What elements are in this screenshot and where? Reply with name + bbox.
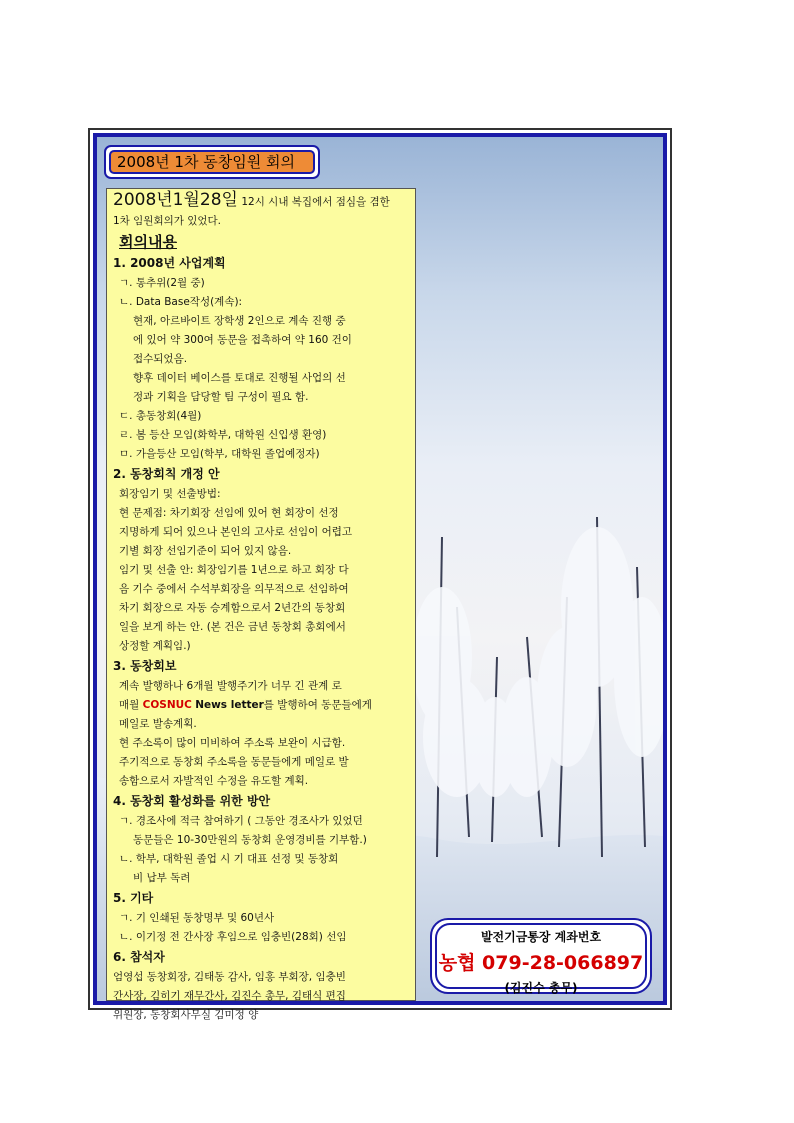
section-2-heading: 2. 동창회칙 개정 안 [113,467,220,481]
intro-text-2: 1차 임원회의가 있었다. [113,215,221,227]
section-4-line: ㄴ. 학부, 대학원 졸업 시 기 대표 선정 및 동창회 [119,853,339,865]
content-heading: 회의내용 [119,233,177,251]
section-1-line: ㄱ. 통추위(2월 중) [119,277,205,289]
section-3-text: 를 발행하여 동문들에게 [263,699,372,711]
account-info-inner [435,923,647,995]
section-3-line: 송함으로서 자발적인 수정을 유도할 계획. [119,775,309,787]
section-2-line: 일을 보게 하는 안. (본 건은 금년 동창회 총회에서 [119,621,346,633]
section-1-line: 현재, 아르바이트 장학생 2인으로 계속 진행 중 [133,315,346,327]
section-3-line: 메일로 발송계획. [119,718,197,730]
section-5-line: ㄴ. 이기정 전 간사장 후임으로 임충빈(28회) 선임 [119,931,347,943]
section-4-line: 비 납부 독려 [133,872,191,884]
section-1-line: ㄹ. 봄 등산 모임(화학부, 대학원 신입생 환영) [119,429,327,441]
section-2-line: 상정할 계획임.) [119,640,191,652]
cosnuc-label: COSNUC [142,699,192,711]
section-2-line: 차기 회장으로 자동 승계함으로서 2년간의 동창회 [119,602,346,614]
account-info-box [430,918,652,994]
section-1-line: 접수되었음. [133,353,188,365]
section-1-line: ㄴ. Data Base작성(계속): [119,296,243,308]
section-6-line: 간사장, 김히기 재무간사, 김진수 총무, 김태식 편집 [113,990,346,1002]
section-3-line: 계속 발행하나 6개월 발행주기가 너무 긴 관계 로 [119,680,342,692]
meeting-notes-panel [106,188,416,1021]
section-4-line: ㄱ. 경조사에 적극 참여하기 ( 그동안 경조사가 있었던 [119,815,363,827]
account-title: 발전기금통장 계좌번호 [480,930,602,944]
section-1-line: 에 있어 약 300여 동문을 접촉하여 약 160 건이 [133,334,352,346]
section-3-heading: 3. 동창회보 [113,659,177,673]
meeting-date: 2008년1월28일 [113,190,238,210]
section-5-line: ㄱ. 기 인쇄된 동창명부 및 60년사 [119,912,275,924]
section-3-line [113,696,415,715]
section-6-heading: 6. 참석자 [113,950,165,964]
title-box [104,145,320,179]
section-5-heading: 5. 기타 [113,891,154,905]
section-3-line: 현 주소록이 많이 미비하여 주소록 보완이 시급함. [119,737,346,749]
section-4-line: 동문들은 10-30만원의 동창회 운영경비를 기부함.) [133,834,367,846]
section-6-line: 엄영섭 동창회장, 김태동 감사, 임홍 부회장, 임충빈 [113,971,346,983]
section-1-line: 정과 기획을 담당할 팀 구성이 필요 함. [133,391,309,403]
section-2-line: 현 문제점: 차기회장 선임에 있어 현 회장이 선정 [119,507,339,519]
newsletter-label: News letter [195,699,264,711]
section-2-line: 음 기수 중에서 수석부회장을 의무적으로 선임하여 [119,583,349,595]
section-4-heading: 4. 동창회 활성화를 위한 방안 [113,794,271,808]
section-2-line: 기별 회장 선임기준이 되어 있지 않음. [119,545,292,557]
section-1-heading: 1. 2008년 사업계획 [113,256,226,270]
page-title: 2008년 1차 동창임원 회의 [109,150,315,174]
account-number: 농협 079-28-066897 [438,952,644,974]
intro-line-1 [113,191,415,212]
intro-text-1: 12시 시내 복집에서 점심을 겸한 [241,196,390,208]
section-1-line: 향후 데이터 베이스를 토대로 진행될 사업의 선 [133,372,346,384]
section-6-line: 위원장, 동창회사무실 김미정 양 [113,1009,259,1021]
section-1-line: ㅁ. 가을등산 모임(학부, 대학원 졸업예정자) [119,448,320,460]
account-holder: (김진수 총무) [504,981,578,995]
section-2-line: 회장임기 및 선출방법: [119,488,221,500]
section-2-line: 임기 및 선출 안: 회장임기를 1년으로 하고 회장 다 [119,564,349,576]
section-3-text: 매월 [119,699,140,711]
section-3-line: 주기적으로 동창회 주소록을 동문들에게 메일로 발 [119,756,349,768]
section-1-line: ㄷ. 총동창회(4월) [119,410,202,422]
section-2-line: 지명하게 되어 있으나 본인의 고사로 선임이 어렵고 [119,526,353,538]
